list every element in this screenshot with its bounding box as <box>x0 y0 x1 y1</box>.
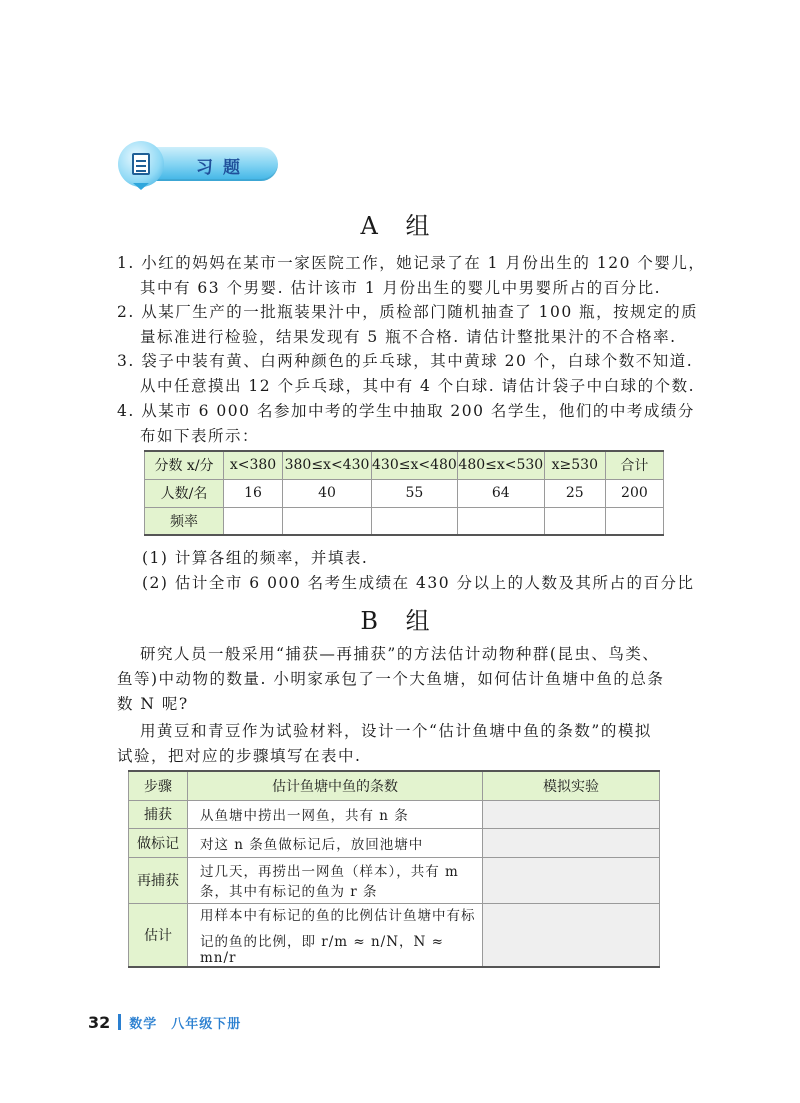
empty-cell <box>544 507 605 535</box>
table-row <box>129 771 660 800</box>
para-1-line-1: 研究人员一般采用“捕获—再捕获”的方法估计动物种群(昆虫、鸟类、 <box>140 645 660 663</box>
description-line: 条，其中有标记的鱼为 r 条 <box>200 884 378 900</box>
table-row <box>129 903 660 967</box>
problem-2-line-1: 2. 从某厂生产的一批瓶装果汁中，质检部门随机抽查了 100 瓶，按规定的质 <box>117 303 699 321</box>
group-b-title: B 组 <box>360 607 440 635</box>
simulation-table <box>128 770 660 968</box>
empty-cell <box>483 828 660 857</box>
table-cell: 55 <box>372 479 458 507</box>
problem-1-line-1: 1. 小红的妈妈在某市一家医院工作，她记录了在 1 月份出生的 120 个婴儿， <box>117 254 706 272</box>
empty-cell <box>224 507 283 535</box>
badge-pointer-icon <box>133 183 149 190</box>
table-header-cell: x≥530 <box>544 451 605 479</box>
table-header-cell: 合计 <box>605 451 663 479</box>
sub-question-1: (1) 计算各组的频率，并填表. <box>142 549 369 567</box>
step-cell: 做标记 <box>129 828 188 857</box>
description-line: 用样本中有标记的鱼的比例估计鱼塘中有标 <box>200 907 476 924</box>
table-cell: 64 <box>457 479 544 507</box>
table-header-cell: 分数 x/分 <box>145 451 224 479</box>
table-row <box>145 479 664 507</box>
table-row <box>129 800 660 828</box>
table-header-cell: 步骤 <box>129 771 188 800</box>
table-row <box>129 857 660 903</box>
empty-cell <box>483 800 660 828</box>
step-cell: 估计 <box>129 903 188 967</box>
table-header-cell: 模拟实验 <box>483 771 660 800</box>
badge-circle <box>118 141 164 187</box>
problem-4-line-1: 4. 从某市 6 000 名参加中考的学生中抽取 200 名学生，他们的中考成绩分 <box>117 402 695 420</box>
notebook-icon <box>132 153 150 175</box>
step-cell: 再捕获 <box>129 857 188 903</box>
description-cell: 对这 n 条鱼做标记后，放回池塘中 <box>188 828 483 857</box>
problem-2-line-2: 量标准进行检验，结果发现有 5 瓶不合格. 请估计整批果汁的不合格率. <box>140 328 677 346</box>
problem-4-line-2: 布如下表所示： <box>140 427 260 445</box>
table-header-cell: x<380 <box>224 451 283 479</box>
table-row <box>145 507 664 535</box>
book-title: 数学 八年级下册 <box>129 1017 242 1032</box>
footer-divider <box>118 1014 121 1030</box>
para-2-line-2: 试验，把对应的步骤填写在表中. <box>117 747 362 765</box>
description-cell <box>188 903 483 967</box>
table-header-cell: 380≤x<430 <box>283 451 372 479</box>
score-distribution-table <box>144 450 664 536</box>
empty-cell <box>483 903 660 967</box>
empty-cell <box>605 507 663 535</box>
table-cell: 40 <box>283 479 372 507</box>
table-cell: 25 <box>544 479 605 507</box>
para-1-line-3: 数 N 呢? <box>117 695 189 713</box>
table-cell: 频率 <box>145 507 224 535</box>
table-header-cell: 估计鱼塘中鱼的条数 <box>188 771 483 800</box>
table-row <box>145 451 664 479</box>
formula-line: 记的鱼的比例，即 r/m ≈ n/N，N ≈ mn/r <box>200 933 444 966</box>
exercise-badge <box>118 141 280 187</box>
problem-3-line-2: 从中任意摸出 12 个乒乓球，其中有 4 个白球. 请估计袋子中白球的个数. <box>140 377 696 395</box>
badge-label: 习题 <box>196 158 250 178</box>
table-header-cell: 480≤x<530 <box>457 451 544 479</box>
empty-cell <box>483 857 660 903</box>
page-number: 32 <box>88 1013 111 1032</box>
para-2-line-1: 用黄豆和青豆作为试验材料，设计一个“估计鱼塘中鱼的条数”的模拟 <box>140 722 652 740</box>
table-cell: 人数/名 <box>145 479 224 507</box>
table-cell: 200 <box>605 479 663 507</box>
table-row <box>129 828 660 857</box>
empty-cell <box>283 507 372 535</box>
problem-3-line-1: 3. 袋子中装有黄、白两种颜色的乒乓球，其中黄球 20 个，白球个数不知道. <box>117 352 694 370</box>
description-cell <box>188 857 483 903</box>
description-cell: 从鱼塘中捞出一网鱼，共有 n 条 <box>188 800 483 828</box>
step-cell: 捕获 <box>129 800 188 828</box>
table-header-cell: 430≤x<480 <box>372 451 458 479</box>
para-1-line-2: 鱼等)中动物的数量. 小明家承包了一个大鱼塘，如何估计鱼塘中鱼的总条 <box>117 670 665 688</box>
empty-cell <box>372 507 458 535</box>
sub-question-2: (2) 估计全市 6 000 名考生成绩在 430 分以上的人数及其所占的百分比 <box>142 574 695 592</box>
page-footer <box>88 1013 241 1032</box>
table-cell: 16 <box>224 479 283 507</box>
group-a-title: A 组 <box>360 212 440 240</box>
description-line: 过几天，再捞出一网鱼（样本），共有 m <box>200 864 459 880</box>
problem-1-line-2: 其中有 63 个男婴. 估计该市 1 月份出生的婴儿中男婴所占的百分比. <box>140 279 662 297</box>
empty-cell <box>457 507 544 535</box>
